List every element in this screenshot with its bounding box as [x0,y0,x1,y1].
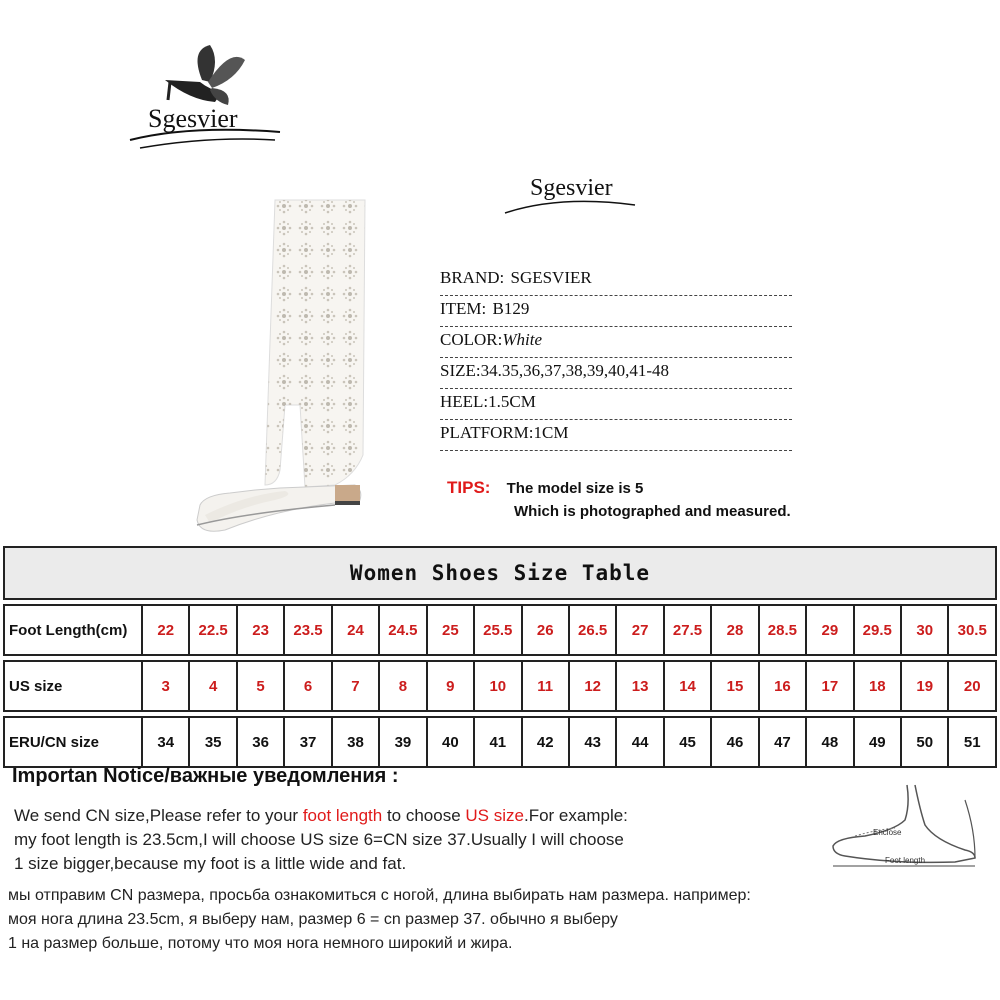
spec-size [440,358,792,389]
table-cell: 24.5 [379,605,426,655]
spec-color [440,327,792,358]
notice-ru-line-2: моя нога длина 23.5cm, я выберу нам, размер 6 = cn размер 37. обычно я выберу [8,911,618,928]
spec-brand-label: BRAND: [440,268,505,287]
table-cell: 45 [664,717,711,767]
table-cell: 26.5 [569,605,616,655]
notice-ru-line-3: 1 на размер больше, потому что моя нога немного широкий и жира. [8,935,513,952]
brand-logo [120,40,290,160]
table-cell: 19 [901,661,948,711]
notice-title: Importan Notice/важные уведомления : [12,765,399,787]
spec-platform-label: PLATFORM: [440,423,534,442]
table-cell: 17 [806,661,853,711]
brand-logo-small-text: Sgesvier [530,175,613,201]
table-cell: 14 [664,661,711,711]
table-cell: 27.5 [664,605,711,655]
table-cell: 4 [189,661,236,711]
table-cell: 8 [379,661,426,711]
table-cell: 15 [711,661,758,711]
table-cell: 35 [189,717,236,767]
spec-heel [440,389,792,420]
table-cell: 26 [522,605,569,655]
tips-line-1: The model size is 5 [506,480,644,497]
notice-en-line-1 [14,804,628,828]
notice-en-line-2: my foot length is 23.5cm,I will choose US size 6=CN size 37.Usually I will choose [14,830,624,849]
table-cell: 25 [427,605,474,655]
table-cell: 22.5 [189,605,236,655]
table-cell: 34 [142,717,189,767]
table-cell: 49 [854,717,901,767]
table-cell: 11 [522,661,569,711]
foot-measure-diagram [825,780,985,870]
spec-color-label: COLOR: [440,330,503,349]
table-cell: 29.5 [854,605,901,655]
table-cell: 50 [901,717,948,767]
table-cell: 18 [854,661,901,711]
spec-color-value: White [502,330,542,349]
spec-item-label: ITEM: [440,299,487,318]
spec-platform [440,420,792,451]
butterfly-heel-icon [120,40,290,160]
tips-label: TIPS: [447,478,491,497]
notice-en-line-3: 1 size bigger,because my foot is a little wide and fat. [14,854,407,873]
row-header: Foot Length(cm) [4,605,142,655]
swoosh-icon [500,165,640,225]
table-cell: 51 [948,717,996,767]
row-header: US size [4,661,142,711]
notice-english [14,804,628,876]
table-cell: 30 [901,605,948,655]
table-cell: 38 [332,717,379,767]
brand-logo-small [500,165,640,225]
row-header: ERU/CN size [4,717,142,767]
foot-length-label: Foot length [885,856,926,865]
table-row [4,661,996,711]
spec-platform-value: 1CM [533,423,569,442]
spec-item-value: B129 [492,299,530,318]
spec-size-label: SIZE: [440,361,481,380]
table-cell: 6 [284,661,331,711]
table-cell: 36 [237,717,284,767]
table-cell: 16 [759,661,806,711]
notice-foot-length-highlight: foot length [302,806,383,825]
spec-brand-value: SGESVIER [510,268,592,287]
table-row [4,605,996,655]
table-cell: 5 [237,661,284,711]
notice-us-size-highlight: US size [465,806,524,825]
spec-heel-value: 1.5CM [488,392,536,411]
size-table-title: Women Shoes Size Table [4,547,996,599]
table-cell: 27 [616,605,663,655]
product-spec-list [440,265,792,451]
table-cell: 43 [569,717,616,767]
notice-en-line-1-a: We send CN size,Please refer to your [14,806,303,825]
table-cell: 23.5 [284,605,331,655]
notice-russian [8,884,751,956]
table-cell: 37 [284,717,331,767]
boot-image [185,195,380,540]
table-cell: 23 [237,605,284,655]
table-cell: 12 [569,661,616,711]
table-cell: 7 [332,661,379,711]
notice-en-line-1-c: .For example: [523,806,628,825]
table-cell: 41 [474,717,521,767]
table-cell: 9 [427,661,474,711]
spec-item [440,296,792,327]
tips-block [447,478,791,520]
table-cell: 30.5 [948,605,996,655]
table-cell: 39 [379,717,426,767]
table-cell: 10 [474,661,521,711]
foot-enclose-label: Enclose [873,828,902,837]
table-cell: 48 [806,717,853,767]
table-cell: 28 [711,605,758,655]
table-row [4,717,996,767]
table-cell: 47 [759,717,806,767]
table-cell: 46 [711,717,758,767]
tips-line-2: Which is photographed and measured. [514,503,791,520]
table-cell: 13 [616,661,663,711]
brand-logo-text: Sgesvier [148,104,238,133]
notice-en-line-1-b: to choose [382,806,466,825]
table-cell: 44 [616,717,663,767]
table-cell: 40 [427,717,474,767]
table-cell: 29 [806,605,853,655]
table-cell: 24 [332,605,379,655]
table-cell: 3 [142,661,189,711]
table-cell: 25.5 [474,605,521,655]
spec-heel-label: HEEL: [440,392,489,411]
table-cell: 28.5 [759,605,806,655]
spec-brand [440,265,792,296]
size-table [3,546,997,768]
table-cell: 22 [142,605,189,655]
table-cell: 42 [522,717,569,767]
notice-ru-line-1: мы отправим CN размера, просьба ознакомиться с ногой, длина выбирать нам размера. например: [8,887,751,904]
spec-size-value: 34.35,36,37,38,39,40,41-48 [480,361,670,380]
table-cell: 20 [948,661,996,711]
